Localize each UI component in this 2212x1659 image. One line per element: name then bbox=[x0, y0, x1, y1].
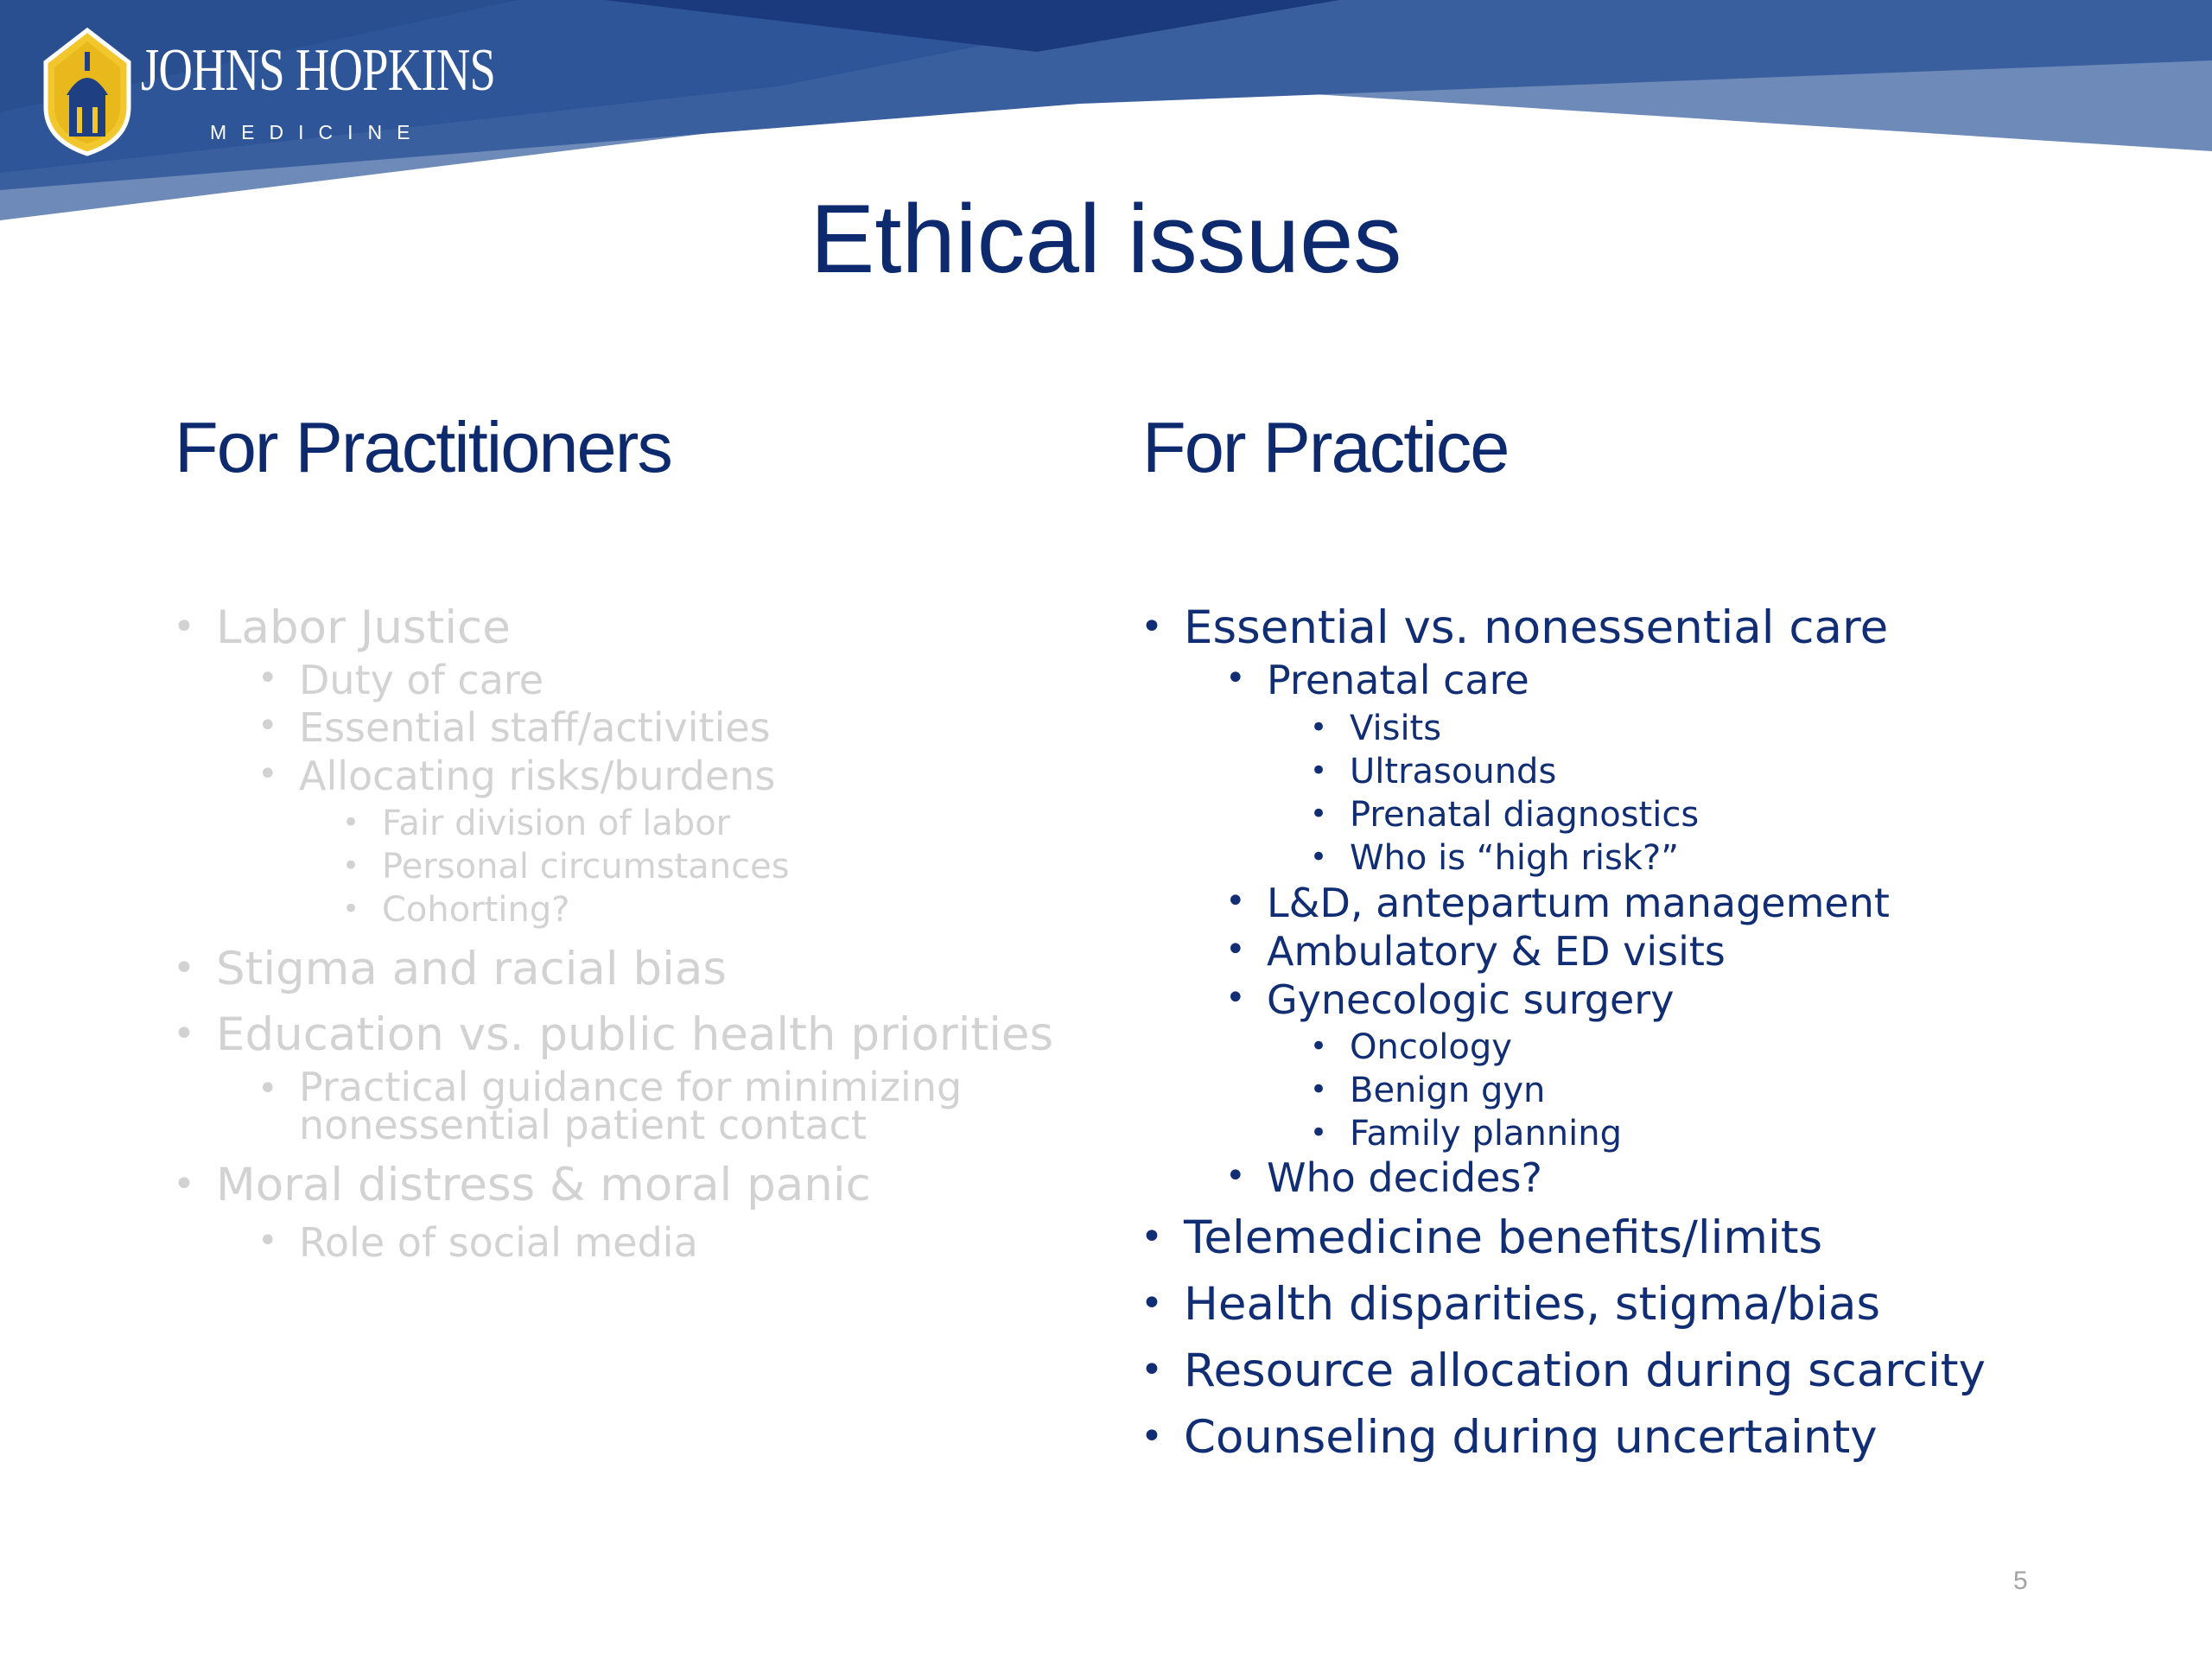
list-item-text: Essential staff/activities bbox=[299, 704, 771, 751]
list-item bbox=[1141, 1278, 1881, 1331]
list-item bbox=[1310, 795, 1700, 835]
list-item-text: Family planning bbox=[1350, 1114, 1622, 1154]
list-item bbox=[1225, 657, 1529, 703]
list-item-text: Prenatal care bbox=[1267, 657, 1529, 703]
bullet-icon: • bbox=[1225, 978, 1246, 1018]
list-item-text: Essential vs. nonessential care bbox=[1184, 601, 1889, 654]
list-item bbox=[173, 943, 727, 995]
bullet-icon: • bbox=[342, 849, 360, 883]
list-item bbox=[342, 890, 570, 930]
page-number: 5 bbox=[2013, 1567, 2028, 1595]
bullet-icon: • bbox=[257, 658, 278, 698]
list-item bbox=[1141, 1344, 1986, 1397]
bullet-icon: • bbox=[1310, 710, 1328, 745]
list-item bbox=[1225, 880, 1890, 926]
practice-heading: For Practice bbox=[1142, 407, 1509, 487]
list-item bbox=[1310, 1071, 1546, 1110]
list-item-text: Prenatal diagnostics bbox=[1350, 795, 1700, 835]
list-item bbox=[257, 704, 771, 751]
bullet-icon: • bbox=[173, 1012, 195, 1056]
list-item bbox=[1141, 1411, 1878, 1464]
list-item-text: Counseling during uncertainty bbox=[1184, 1411, 1878, 1464]
list-item bbox=[1310, 752, 1557, 791]
list-item-text: Allocating risks/burdens bbox=[299, 753, 776, 799]
bullet-icon: • bbox=[1225, 930, 1246, 969]
list-item-text: Health disparities, stigma/bias bbox=[1184, 1278, 1881, 1331]
list-item-text: Role of social media bbox=[299, 1219, 698, 1266]
list-item-text: Education vs. public health priorities bbox=[216, 1008, 1054, 1061]
list-item bbox=[257, 1064, 973, 1148]
list-item-text: L&D, antepartum management bbox=[1267, 880, 1890, 926]
list-item bbox=[342, 847, 790, 887]
list-item-text: Personal circumstances bbox=[382, 847, 790, 887]
list-item-text: Telemedicine benefits/limits bbox=[1184, 1211, 1823, 1264]
list-item bbox=[1225, 1154, 1542, 1201]
list-item bbox=[173, 1008, 1054, 1061]
list-item bbox=[173, 601, 511, 654]
slide-title: Ethical issues bbox=[810, 185, 1402, 293]
bullet-icon: • bbox=[1225, 658, 1246, 698]
list-item-text: Gynecologic surgery bbox=[1267, 976, 1675, 1023]
bullet-icon: • bbox=[173, 946, 195, 990]
bullet-icon: • bbox=[1310, 753, 1328, 788]
bullet-icon: • bbox=[1310, 797, 1328, 831]
list-item bbox=[1225, 976, 1675, 1023]
list-item-text: Moral distress & moral panic bbox=[216, 1159, 871, 1211]
list-item-text: Stigma and racial bias bbox=[216, 943, 727, 995]
list-item bbox=[257, 753, 776, 799]
bullet-icon: • bbox=[1141, 1215, 1163, 1259]
practitioners-heading: For Practitioners bbox=[175, 407, 671, 487]
list-item-text: Cohorting? bbox=[382, 890, 570, 930]
list-item bbox=[1310, 1027, 1512, 1067]
list-item-text: Oncology bbox=[1350, 1027, 1512, 1067]
list-item-text: Resource allocation during scarcity bbox=[1184, 1344, 1986, 1397]
bullet-icon: • bbox=[1310, 1116, 1328, 1150]
list-item-text: Benign gyn bbox=[1350, 1071, 1546, 1110]
logo-subtitle: MEDICINE bbox=[210, 121, 425, 143]
list-item-text: Labor Justice bbox=[216, 601, 511, 654]
bullet-icon: • bbox=[1225, 1156, 1246, 1196]
bullet-icon: • bbox=[1225, 881, 1246, 921]
list-item-text: Who is “high risk?” bbox=[1350, 838, 1679, 878]
bullet-icon: • bbox=[173, 605, 195, 649]
bullet-icon: • bbox=[257, 754, 278, 794]
list-item bbox=[342, 804, 731, 843]
bullet-icon: • bbox=[1141, 1281, 1163, 1325]
bullet-icon: • bbox=[1141, 605, 1163, 649]
list-item bbox=[173, 1159, 871, 1211]
bullet-icon: • bbox=[257, 706, 278, 746]
bullet-icon: • bbox=[173, 1162, 195, 1206]
bullet-icon: • bbox=[257, 1221, 278, 1261]
list-item-text: Ultrasounds bbox=[1350, 752, 1557, 791]
list-item-text: Ambulatory & ED visits bbox=[1267, 928, 1726, 975]
list-item-text: Who decides? bbox=[1267, 1154, 1542, 1201]
list-item bbox=[1310, 709, 1442, 748]
list-item bbox=[1310, 1114, 1622, 1154]
list-item bbox=[1141, 1211, 1823, 1264]
bullet-icon: • bbox=[257, 1069, 278, 1109]
johns-hopkins-logo[interactable] bbox=[39, 28, 505, 157]
bullet-icon: • bbox=[342, 805, 360, 840]
list-item-text: Fair division of labor bbox=[382, 804, 731, 843]
bullet-icon: • bbox=[1310, 1029, 1328, 1064]
bullet-icon: • bbox=[1310, 1072, 1328, 1107]
bullet-icon: • bbox=[1141, 1414, 1163, 1459]
list-item bbox=[1141, 601, 1889, 654]
bullet-icon: • bbox=[1310, 840, 1328, 874]
list-item bbox=[1225, 928, 1726, 975]
list-item bbox=[257, 1219, 698, 1266]
list-item bbox=[257, 657, 544, 703]
list-item-text: Practical guidance for minimizing nonessential patient contact bbox=[299, 1064, 963, 1148]
logo-name: JOHNS HOPKINS bbox=[141, 37, 496, 104]
bullet-icon: • bbox=[342, 892, 360, 926]
list-item-text: Duty of care bbox=[299, 657, 544, 703]
bullet-icon: • bbox=[1141, 1348, 1163, 1392]
list-item-text: Visits bbox=[1350, 709, 1442, 748]
shield-icon bbox=[39, 28, 136, 157]
list-item bbox=[1310, 838, 1679, 878]
